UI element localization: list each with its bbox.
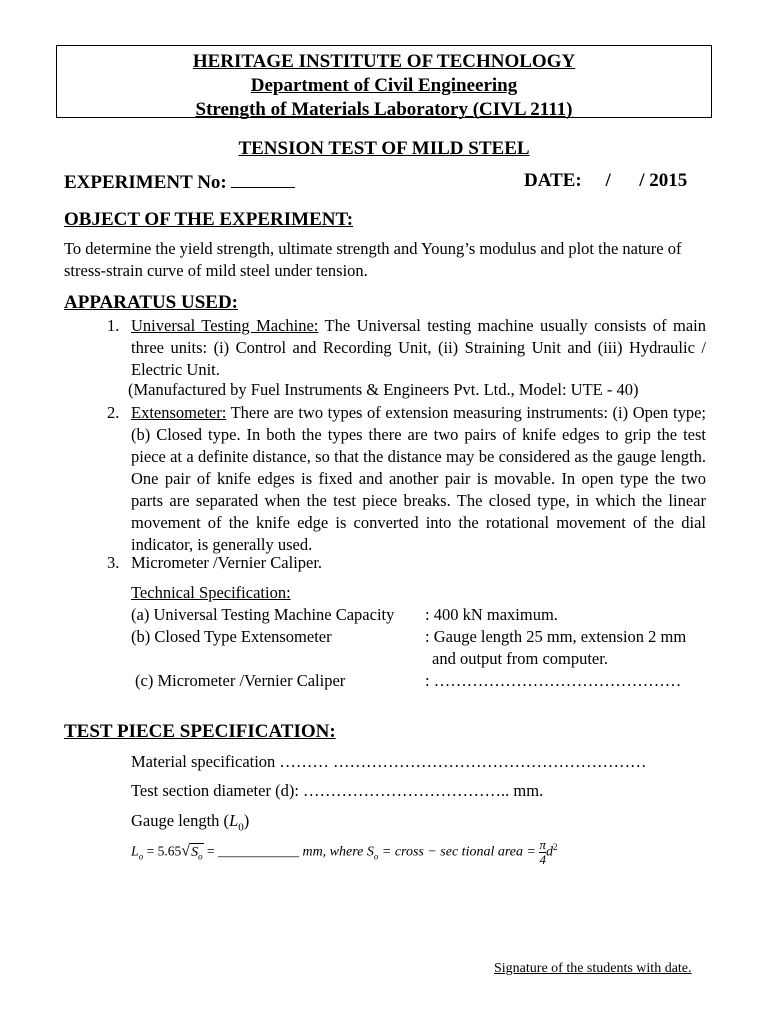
spec-label-a: (a) Universal Testing Machine Capacity — [131, 605, 395, 624]
page-title: TENSION TEST OF MILD STEEL — [238, 138, 530, 159]
spec-value-c: : ……………………………………… — [425, 671, 682, 690]
material-spec: Material specification ……… ………………………………………………… — [131, 752, 647, 771]
test-piece-heading: TEST PIECE SPECIFICATION: — [64, 721, 336, 742]
experiment-no-label: EXPERIMENT No: — [64, 170, 295, 194]
spec-value-a: : 400 kN maximum. — [425, 605, 558, 624]
institute-name: HERITAGE INSTITUTE OF TECHNOLOGY — [192, 51, 576, 72]
object-heading: OBJECT OF THE EXPERIMENT: — [64, 209, 354, 230]
manufacturer-note: (Manufactured by Fuel Instruments & Engineers Pvt. Ltd., Model: UTE - 40) — [128, 380, 639, 399]
apparatus-heading: APPARATUS USED: — [64, 292, 238, 313]
header-box — [56, 45, 712, 118]
object-text: To determine the yield strength, ultimate strength and Young’s modulus and plot the nature of stress-strain curve of mild steel under tension. — [64, 239, 682, 280]
tech-spec-heading: Technical Specification: — [131, 583, 291, 602]
apparatus-item-1: 1. Universal Testing Machine: The Universal testing machine usually consists of main three units: (i) Control and Recording Unit, (ii) Straining Unit and (iii) Hydraulic / Electric Unit. — [107, 316, 706, 379]
gauge-length-label: Gauge length $(L_0)$ — [131, 811, 250, 834]
gauge-formula: $L_o = 5.65√S_o$ = ____________ mm, where $S_o$ = cross − sec tional area = $\frac{\pi}{4}$ $d^2$ — [131, 837, 558, 867]
apparatus-item-3: 3. Micrometer /Vernier Caliper. — [107, 553, 323, 572]
department-name: Department of Civil Engineering — [250, 75, 518, 96]
spec-label-c: (c) Micrometer /Vernier Caliper — [135, 671, 346, 690]
date-field: DATE: / / 2015 — [524, 170, 688, 191]
lab-name: Strength of Materials Laboratory (CIVL 2111) — [195, 99, 573, 120]
apparatus-item-2: 2. Extensometer: There are two types of extension measuring instruments: (i) Open type; (b) Closed type. In both the types there are two pairs of knife edges to grip the test piece at a definite distance, so that the distance may be considered as the gauge length. One pair of knife edges is fixed and another pair is movable. In open type the two parts are separated when the test piece breaks. The closed type, in which the linear movement of the knife edge is converted into the rotational movement of the dial indicator, is generally used. — [107, 403, 706, 554]
spec-value-b: : Gauge length 25 mm, extension 2 mm — [425, 627, 687, 646]
signature-line: Signature of the students with date. — [494, 961, 692, 976]
spec-label-b: (b) Closed Type Extensometer — [131, 627, 332, 646]
spec-value-b-cont: and output from computer. — [432, 649, 608, 668]
diameter-spec: Test section diameter (d): ……………………………….. mm. — [131, 781, 544, 800]
